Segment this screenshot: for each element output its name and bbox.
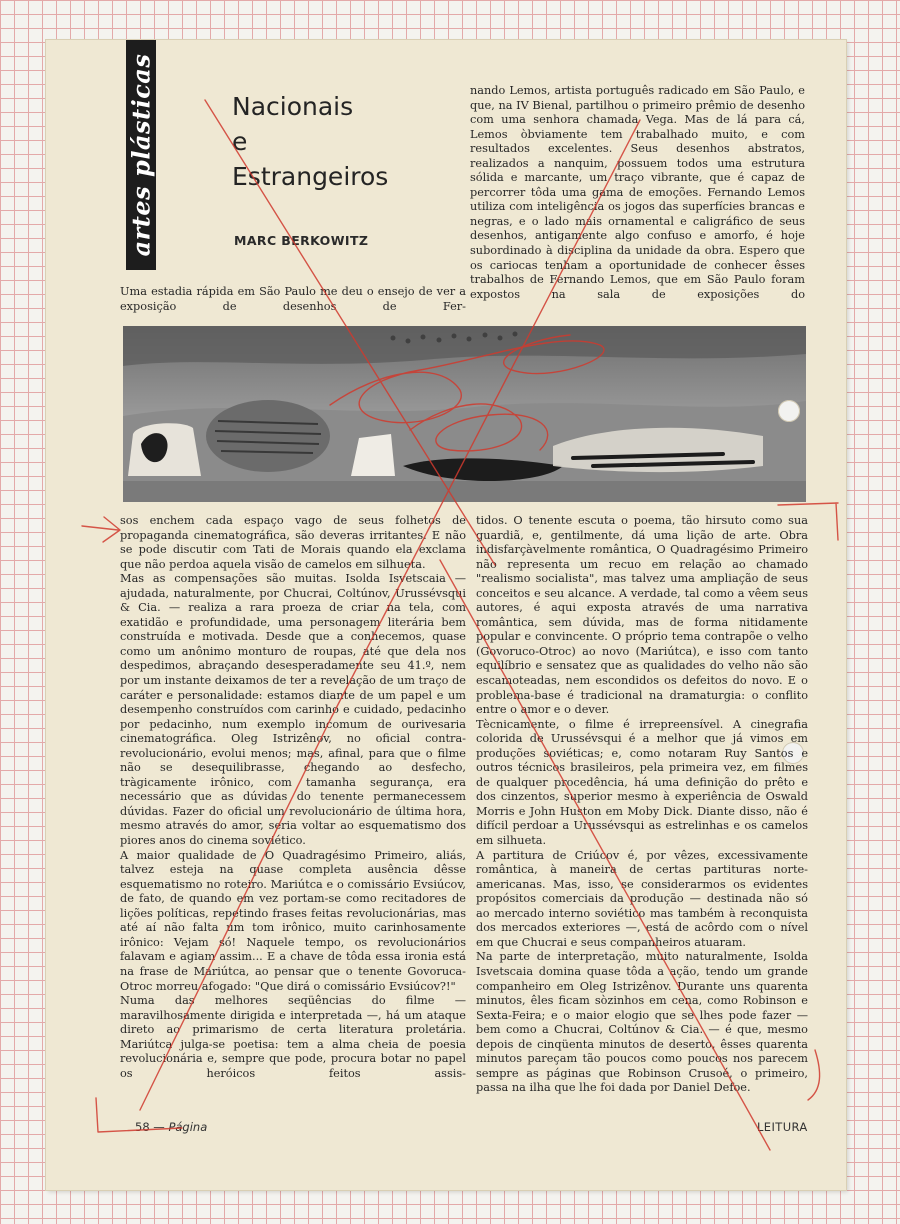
- paragraph: Tècnicamente, o filme é irrepreensível. A cinegrafia colorida de Urussévsqui é a melhor que já vimos em produções soviéticas; e, como notaram Ruy Santos e outros técnicos brasileiros, pela primeira vez, em filmes de qualquer procedência, há uma definição do prêto e dos cinzentos, superior mesmo à experiência de Oswald Morris e John Huston em Moby Dick. Diante disso, não é difícil perdoar a Urussévsqui as estrelinhas e os camelos em silhueta.: [476, 717, 808, 848]
- strike-line: [330, 120, 640, 720]
- author-byline: MARC BERKOWITZ: [234, 233, 369, 248]
- squiggle-mark: [410, 404, 548, 451]
- footer-dash: —: [153, 1120, 165, 1134]
- paragraph: A maior qualidade de O Quadragésimo Primeiro, aliás, talvez esteja na quase completa ausência dêsse esquematismo no roteiro. Mariútca e o comissário Evsiúcov, de fato, de quando em vez portam-se como recitadores de lições políticas, repetindo frases feitas revolucionárias, mas até aí não falta um tom irônico, muito carinhosamente irônico: Vejam só! Naquele tempo, os revolucionários falavam e agiam assim... E a chave de tôda essa ironia está na frase de Mariútca, ao pensar que o tenente Govoruca-Otroc morreu afogado: "Que dirá o comissário Evsiúcov?!": [120, 848, 466, 993]
- magazine-name: LEITURA: [757, 1120, 808, 1134]
- paragraph: Uma estadia rápida em São Paulo me deu o ensejo de ver a exposição de desenhos de Fer-: [120, 285, 466, 313]
- title-line-2: e: [232, 126, 248, 156]
- strike-line: [140, 720, 330, 1110]
- paragraph: A partitura de Criúcov é, por vêzes, excessivamente romântica, à maneira de certas partituras norte-americanas. Mas, isso, se considerarmos os evidentes propósitos comerciais da produção — destinada não só ao mercado interno soviético mas também à reconquista dos mercados exteriores —, está de acôrdo com o nível em que Chucrai e seus companheiros atuaram.: [476, 848, 808, 949]
- paragraph: nando Lemos, artista português radicado em São Paulo, e que, na IV Bienal, partilhou o primeiro prêmio de desenho com uma senhora chamada Vega. Mas de lá para cá, Lemos òbviamente tem trabalhado muito, e com resultados excelentes. Seus desenhos abstratos, realizados a nanquim, possuem todos uma estrutura sólida e marcante, um traço vibrante, que é capaz de percorrer tôda uma gama de emoções. Fernando Lemos utiliza com inteligência os jogos das superfícies brancas e negras, e o lado mais ornamental e caligráfico de seus desenhos, antigamente algo confuso e amorfo, é hoje subordinado à disciplina da unidade da obra. Espero que os cariocas tenham a oportunidade de conhecer êsses trabalhos de Fernando Lemos, que em São Paulo foram expostos na sala de exposições do: [470, 84, 805, 301]
- paragraph: Numa das melhores seqüências do filme — maravilhosamente dirigida e interpretada —, há um ataque direto ao primarismo de certa literatura proletária. Mariútca julga-se poetisa: tem a alma cheia de poesia revolucionária e, sempre que pode, procura botar no papel os heróicos feitos assis-: [120, 994, 466, 1080]
- strike-line: [205, 100, 495, 565]
- title-line-3: Estrangeiros: [232, 161, 389, 191]
- margin-bracket: [778, 503, 838, 540]
- paragraph: tidos. O tenente escuta o poema, tão hirsuto como sua guardiã, e, gentilmente, dá uma lição de arte. Obra indisfarçàvelmente romântica, O Quadragésimo Primeiro não representa um recuo em relação ao chamado "realismo socialista", mas talvez uma ampliação de seus conceitos e seu alcance. A verdade, tal como a vêem seus autores, é aqui exposta através de uma narrativa romântica, sem dúvida, mas de forma nitidamente popular e convincente. O próprio tema contrapõe o velho (Govoruco-Otroc) ao novo (Mariútca), e isso com tanto equilíbrio e sensatez que as qualidades do velho não são escamoteadas, nem escondidos os defeitos do novo. E o problema-base é tradicional na dramaturgia: o conflito entre o amor e o dever.: [476, 514, 808, 717]
- paragraph: Mas as compensações são muitas. Isolda Isvetscaia — ajudada, naturalmente, por Chucrai, Coltúnov, Urussévsqui & Cia. — realiza a rara proeza de criar na tela, com exatidão e profundidade, uma personagem literária bem construída e motivada. Desde que a conhecemos, quase como um anônimo monturo de roupas, até que dela nos despedimos, abraçando desesperadamente seu 41.º, nem por um instante deixamos de ter a revelação de um traço de caráter e personalidade: estamos diante de um papel e um desempenho construídos com carinho e cuidado, pedacinho por pedacinho, num exemplo incomum de ourivesaria cinematográfica. Oleg Istrizênov, no oficial contra-revolucionário, evolui menos; mas, afinal, para que o filme não se desequilibrasse, chegando ao desfecho, tràgicamente irônico, com tamanha segurança, era necessário que as dúvidas do tenente permanecessem dúvidas. Fazer do oficial um revolucionário de última hora, mesmo através do amor, seria voltar ao esquematismo dos piores anos do cinema soviético.: [120, 572, 466, 848]
- arrow-mark: [82, 517, 120, 542]
- strike-line: [440, 560, 770, 1150]
- paragraph: Na parte de interpretação, muito naturalmente, Isolda Isvetscaia domina quase tôda a ação, tendo um grande companheiro em Oleg Istrizênov. Durante uns quarenta minutos, êles ficam sòzinhos em cena, como Robinson e Sexta-Feira; e o maior elogio que se lhes pode fazer — bem como a Chucrai, Coltúnov & Cia. — é que, mesmo depois de cinqüenta minutos de deserto, êsses quarenta minutos pareçam tão poucos como poucos nos parecem sempre as páginas que Robinson Crusoé, o primeiro, passa na ilha que lhe foi dada por Daniel Defoe.: [476, 950, 808, 1095]
- section-label: artes plásticas: [126, 53, 156, 257]
- paragraph: sos enchem cada espaço vago de seus folhetos de propaganda cinematográfica, são deveras irritantes. E não se pode discutir com Tati de Morais quando ela exclama que não perdoa aquela visão de camelos em silhueta.: [120, 514, 466, 571]
- squiggle-mark: [330, 335, 604, 423]
- title-line-1: Nacionais: [232, 92, 354, 121]
- page-number: 58: [135, 1120, 150, 1134]
- page-word: Página: [168, 1120, 208, 1134]
- margin-bracket: [808, 1050, 820, 1100]
- margin-bracket: [96, 1098, 182, 1132]
